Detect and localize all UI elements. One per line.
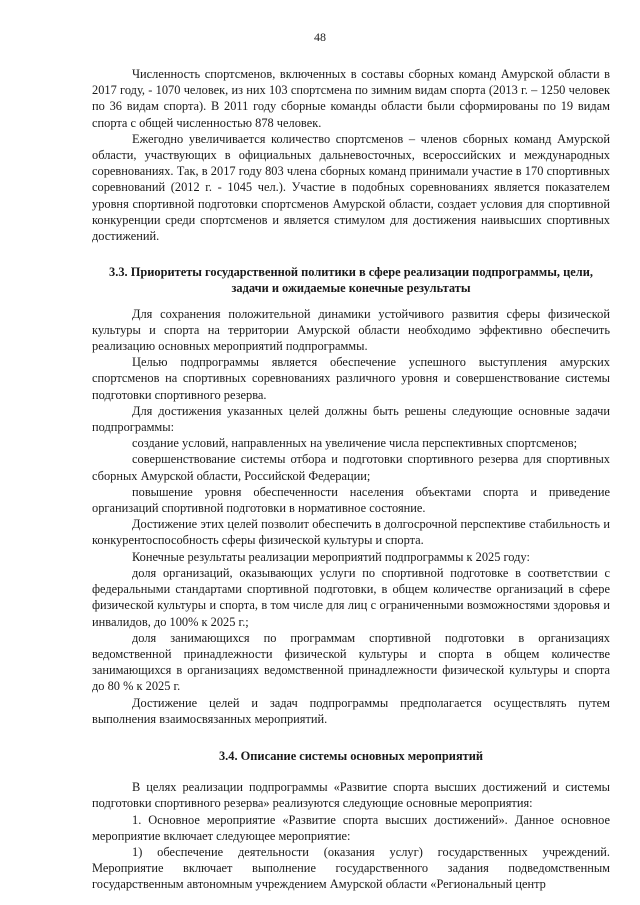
paragraph: Конечные результаты реализации мероприятий подпрограммы к 2025 году:: [132, 549, 530, 564]
paragraph: Численность спортсменов, включенных в составы сборных команд Амурской области в 2017 году, - 1070 человек, из них 103 спортсмена по зимним видам спорта (2013 г. – 1250 человек по 36 видам спорта). В 2011 году сборные команды области были сформированы по 19 видам спорта с общей численностью 878 человек.: [92, 67, 610, 130]
list-item: доля организаций, оказывающих услуги по спортивной подготовке в соответствии с федеральными стандартами спортивной подготовки, в общем количестве организаций в сфере физической культуры и спорта, в том числе для лиц с ограниченными возможностями здоровья и инвалидов, до 100% к 2025 г.;: [92, 565, 610, 629]
document-body: [92, 66, 610, 893]
paragraph: Для сохранения положительной динамики устойчивого развития сферы физической культуры и спорта на территории Амурской области необходимо эффективно обеспечить реализацию основных мероприятий подпрограммы.: [92, 306, 610, 354]
list-item: доля занимающихся по программам спортивной подготовки в организациях ведомственной принадлежности физической культуры и спорта в общем количестве занимающихся в организациях ведомственной принадлежности физической культуры и спорта до 80 % к 2025 г.: [92, 630, 610, 694]
paragraph: Достижение целей и задач подпрограммы предполагается осуществлять путем выполнения взаимосвязанных мероприятий.: [92, 695, 610, 726]
section-heading-3-4: 3.4. Описание системы основных мероприятий: [218, 748, 484, 763]
paragraph: В целях реализации подпрограммы «Развитие спорта высших достижений и системы подготовки спортивного резерва» реализуются следующие основные мероприятия:: [92, 780, 610, 811]
list-item: создание условий, направленных на увеличение числа перспективных спортсменов;: [132, 436, 578, 451]
paragraph: 1. Основное мероприятие «Развитие спорта высших достижений». Данное основное мероприятие включает следующее мероприятие:: [92, 812, 610, 843]
paragraph: Достижение этих целей позволит обеспечить в долгосрочной перспективе стабильность и конкурентоспособность сферы физической культуры и спорта.: [92, 517, 610, 548]
page-number: 48: [314, 30, 326, 44]
paragraph: Целью подпрограммы является обеспечение успешного выступления амурских спортсменов на спортивных соревнованиях различного уровня и совершенствование системы подготовки спортивного резерва.: [92, 355, 610, 402]
paragraph: Ежегодно увеличивается количество спортсменов – членов сборных команд Амурской области, участвующих в официальных дальневосточных, всероссийских и международных соревнованиях. Так, в 2017 году 803 члена сборных команд принимали участие в 170 спортивных соревнований (2012 г. - 1045 чел.). Участие в подобных соревнованиях является показателем уровня спортивной подготовки спортсменов Амурской области, создает условия для спортивной конкуренции среди спортсменов и является стимулом для достижения наивысших спортивных достижений.: [92, 131, 610, 244]
list-item: совершенствование системы отбора и подготовки спортивного резерва для спортивных сборных Амурской области, Российской Федерации;: [92, 452, 610, 483]
list-item: повышение уровня обеспеченности населения объектами спорта и приведение организаций спортивной подготовки в нормативное состояние.: [92, 484, 610, 516]
paragraph: Для достижения указанных целей должны быть решены следующие основные задачи подпрограммы:: [92, 403, 610, 435]
list-item: 1) обеспечение деятельности (оказания услуг) государственных учреждений. Мероприятие включает выполнение государственного задания подведомственным государственным автономным учреждением Амурской области «Региональный центр: [92, 844, 610, 892]
section-heading-3-3: 3.3. Приоритеты государственной политики в сфере реализации подпрограммы, цели, задачи и ожидаемые конечные результаты: [109, 265, 593, 296]
